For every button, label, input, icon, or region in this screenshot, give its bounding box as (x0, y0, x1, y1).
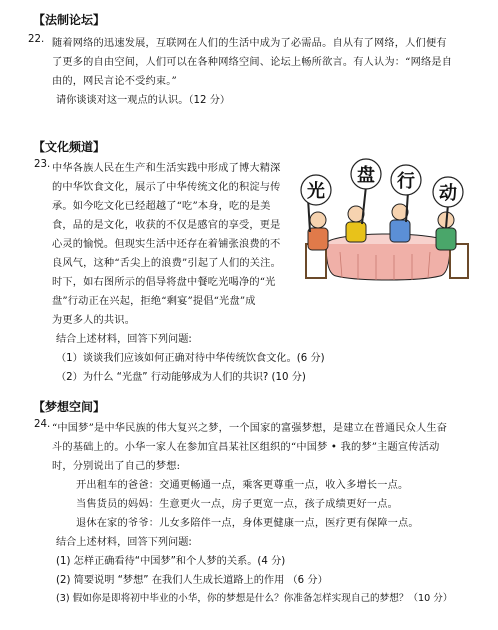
q24-dream-father: 开出租车的爸爸：交通更畅通一点，乘客更尊重一点，收入多增长一点。 (76, 480, 409, 491)
section-header-culture-channel: 【文化频道】 (33, 140, 106, 154)
q24-line-1: “中国梦”是中华民族的伟大复兴之梦，一个国家的富强梦想，是建立在普通民众人生奋 (52, 423, 448, 434)
section-header-law-forum: 【法制论坛】 (33, 13, 106, 27)
question-number-22: 22. (28, 34, 45, 45)
sign-xing (391, 165, 421, 195)
question-number-23: 23. (34, 159, 51, 170)
sign-guang-text: 光 (307, 181, 325, 202)
q24-dream-mother: 当售货员的妈妈：生意更火一点，房子更宽一点，孩子成绩更好一点。 (76, 499, 399, 510)
q23-line-1: 中华各族人民在生产和生活实践中形成了博大精深 (52, 163, 281, 174)
q22-prompt: 请你谈谈对这一观点的认识。（12 分） (56, 95, 231, 106)
q23-line-5: 心灵的愉悦。但现实生活中还存在着铺张浪费的不 (52, 239, 281, 250)
q23-line-2: 的中华饮食文化，展示了中华传统文化的积淀与传 (52, 182, 281, 193)
q24-sub-3: (3) 假如你是即将初中毕业的小华，你的梦想是什么？你准备怎样实现自己的梦想？（10 分） (56, 593, 453, 604)
sign-dong (433, 177, 463, 207)
q23-line-9: 为更多人的共识。 (52, 315, 136, 326)
sign-xing-text: 行 (397, 171, 415, 192)
q24-line-2: 斗的基础上的。小华一家人在参加宜昌某社区组织的“中国梦 • 我的梦”主题宣传活动 (52, 442, 440, 453)
sign-guang (301, 175, 331, 205)
person-2 (346, 186, 366, 242)
q23-sub-1: （1）谈谈我们应该如何正确对待中华传统饮食文化。(6 分) (56, 353, 325, 364)
person-3 (390, 192, 410, 242)
q24-sub-2: (2) 简要说明 “梦想” 在我们人生成长道路上的作用 （6 分） (56, 575, 328, 586)
section-header-dream-space: 【梦想空间】 (33, 400, 106, 414)
q23-line-6: 良风气，这种“舌尖上的浪费”引起了人们的关注。 (52, 258, 281, 269)
q24-dream-grandfather: 退休在家的爷爷：儿女多陪伴一点，身体更健康一点，医疗更有保障一点。 (76, 518, 419, 529)
q23-combine: 结合上述材料，回答下列问题: (56, 334, 192, 345)
sign-pan-text: 盘 (357, 165, 375, 186)
q24-sub-1: (1) 怎样正确看待“中国梦”和个人梦的关系。(4 分) (56, 556, 286, 567)
q22-line-2: 了更多的自由空间，人们可以在各种网络空间、论坛上畅所欲言。有人认为：“网络是自 (52, 57, 453, 68)
sign-pan (351, 159, 381, 189)
person-1 (308, 198, 328, 250)
q23-sub-2: （2）为什么 “光盘” 行动能够成为人们的共识? (10 分) (56, 372, 306, 383)
q22-line-3: 由的，网民言论不受约束。” (52, 76, 177, 87)
q23-line-8: 盘”行动正在兴起，拒绝“剩宴”提倡“光盘”成 (52, 296, 256, 307)
q24-combine: 结合上述材料，回答下列问题: (56, 537, 192, 548)
sign-dong-text: 动 (439, 183, 457, 204)
q23-line-7: 时下，如右图所示的倡导将盘中餐吃光喝净的“光 (52, 277, 276, 288)
q23-line-3: 承。如今吃文化已经超越了“吃”本身，吃的是美 (52, 201, 271, 212)
question-number-24: 24. (34, 419, 51, 430)
tablecloth (326, 244, 450, 280)
clean-plate-campaign-illustration (296, 148, 474, 290)
person-4 (436, 204, 456, 250)
q23-line-4: 食，品的是文化，收获的不仅是感官的享受，更是 (52, 220, 281, 231)
q22-line-1: 随着网络的迅速发展，互联网在人们的生活中成为了必需品。自从有了网络，人们便有 (52, 38, 447, 49)
q24-line-3: 时，分别说出了自己的梦想: (52, 461, 181, 472)
